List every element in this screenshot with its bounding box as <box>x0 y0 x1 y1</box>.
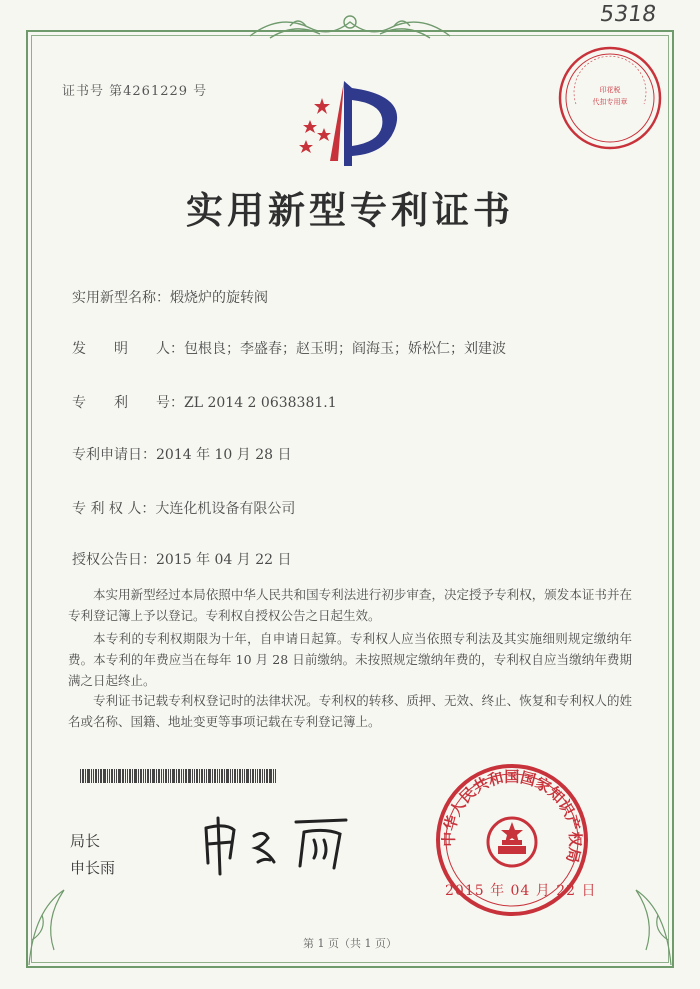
barcode-bar <box>127 769 128 783</box>
barcode-bar <box>183 769 184 783</box>
barcode-bar <box>109 769 110 783</box>
barcode-bar <box>165 769 167 783</box>
barcode-bar <box>158 769 160 783</box>
barcode-bar <box>262 769 263 783</box>
barcode-bar <box>257 769 258 783</box>
corner-ornament-left <box>24 870 84 970</box>
barcode-bar <box>242 769 243 783</box>
barcode-bar <box>226 769 229 783</box>
barcode-bar <box>143 769 144 783</box>
barcode-bar <box>266 769 268 783</box>
barcode-bar <box>201 769 203 783</box>
barcode-bar <box>107 769 108 783</box>
agency-seal-image <box>556 44 664 152</box>
certificate-title: 实用新型专利证书 <box>186 188 514 232</box>
barcode-bar <box>185 769 187 783</box>
barcode-bar <box>93 769 94 783</box>
barcode-bar <box>172 769 175 783</box>
body-paragraph-1: 本实用新型经过本局依照中华人民共和国专利法进行初步审查，决定授予专利权，颁发本证书并在专利登记簿上予以登记。专利权自授权公告之日起生效。 <box>68 587 632 623</box>
barcode-bar <box>178 769 180 783</box>
barcode-bar <box>168 769 169 783</box>
barcode-bar <box>103 769 106 783</box>
barcode-bar <box>111 769 113 783</box>
barcode-bar <box>156 769 157 783</box>
barcode-bar <box>194 769 195 783</box>
barcode-bar <box>264 769 265 783</box>
barcode-bar <box>114 769 115 783</box>
barcode-bar <box>163 769 164 783</box>
barcode-bar <box>224 769 225 783</box>
barcode-bar <box>192 769 193 783</box>
barcode-bar <box>140 769 142 783</box>
barcode-bar <box>95 769 97 783</box>
barcode-bar <box>91 769 92 783</box>
barcode-bar <box>152 769 155 783</box>
barcode-bar <box>259 769 261 783</box>
barcode-bar <box>250 769 251 783</box>
barcode-bar <box>170 769 171 783</box>
patent-number: 专 利 号：ZL 2014 2 0638381.1 <box>72 395 337 411</box>
signature-name: 申长雨 <box>70 859 116 877</box>
barcode-bar <box>252 769 254 783</box>
barcode-bar <box>87 769 90 783</box>
barcode-bar <box>237 769 238 783</box>
barcode-bar <box>232 769 233 783</box>
top-ornament <box>240 8 460 48</box>
barcode-bar <box>244 769 245 783</box>
grant-date: 授权公告日：2015 年 04 月 22 日 <box>72 552 292 568</box>
barcode-bar <box>255 769 256 783</box>
svg-text:印花税: 印花税 <box>599 86 621 94</box>
barcode-bar <box>176 769 177 783</box>
barcode-bar <box>118 769 121 783</box>
barcode-bar <box>132 769 133 783</box>
barcode-bar <box>239 769 241 783</box>
barcode-bar <box>80 769 81 783</box>
barcode-bar <box>129 769 131 783</box>
barcode-bar <box>85 769 86 783</box>
application-date: 专利申请日：2014 年 10 月 28 日 <box>72 447 292 463</box>
barcode-bar <box>208 769 211 783</box>
barcode-bar <box>269 769 272 783</box>
body-paragraph-3: 专利证书记载专利权登记时的法律状况。专利权的转移、质押、无效、终止、恢复和专利权人的姓名或名称、国籍、地址变更等事项记载在专利登记簿上。 <box>68 693 632 729</box>
barcode-bar <box>145 769 146 783</box>
barcode-bar <box>122 769 124 783</box>
barcode-bar <box>230 769 231 783</box>
certificate-number: 证书号 第4261229 号 <box>62 84 208 99</box>
barcode-bar <box>134 769 137 783</box>
barcode-bar <box>204 769 205 783</box>
barcode-bar <box>217 769 218 783</box>
barcode-bar <box>234 769 236 783</box>
barcode-bar <box>188 769 191 783</box>
barcode-bar <box>214 769 216 783</box>
barcode-bar <box>125 769 126 783</box>
seal-date: 2015 年 04 月 22 日 <box>445 883 597 899</box>
patent-holder: 专 利 权 人：大连化机设备有限公司 <box>72 501 296 517</box>
barcode-bar <box>147 769 149 783</box>
barcode-bar <box>150 769 151 783</box>
signature-role: 局长 <box>70 832 101 850</box>
barcode-bar <box>206 769 207 783</box>
barcode-bar <box>273 769 274 783</box>
barcode-bar <box>82 769 84 783</box>
sipo-logo-icon <box>284 76 414 171</box>
utility-model-name: 实用新型名称：煅烧炉的旋转阀 <box>72 290 268 306</box>
svg-text:中华人民共和国国家知识产权局: 中华人民共和国国家知识产权局 <box>439 767 585 865</box>
barcode-bar <box>199 769 200 783</box>
barcode-bar <box>219 769 220 783</box>
barcode-bar <box>246 769 249 783</box>
body-paragraph-2: 本专利的专利权期限为十年，自申请日起算。专利权人应当依照专利法及其实施细则规定缴纳年费。本专利的年费应当在每年 10 月 28 日前缴纳。未按照规定缴纳年费的，专利权自应当缴纳年费期满之日起终止。 <box>68 631 632 688</box>
handwritten-number: 5318 <box>598 2 658 27</box>
barcode-bar <box>161 769 162 783</box>
barcode-bar <box>98 769 99 783</box>
barcode-bar <box>196 769 198 783</box>
barcode-bar <box>181 769 182 783</box>
barcode-bar <box>100 769 102 783</box>
svg-text:代扣专用章: 代扣专用章 <box>592 98 628 106</box>
barcode-bar <box>116 769 117 783</box>
barcode-bar <box>275 769 276 783</box>
barcode-bar <box>138 769 139 783</box>
page-footer: 第 1 页（共 1 页） <box>303 937 397 950</box>
barcode-bar <box>212 769 213 783</box>
corner-ornament-right <box>616 870 676 970</box>
barcode <box>80 769 338 783</box>
inventors: 发 明 人：包根良；李盛春；赵玉明；阎海玉；娇松仁；刘建波 <box>72 341 506 357</box>
barcode-bar <box>221 769 223 783</box>
handwritten-signature-image <box>196 808 356 878</box>
